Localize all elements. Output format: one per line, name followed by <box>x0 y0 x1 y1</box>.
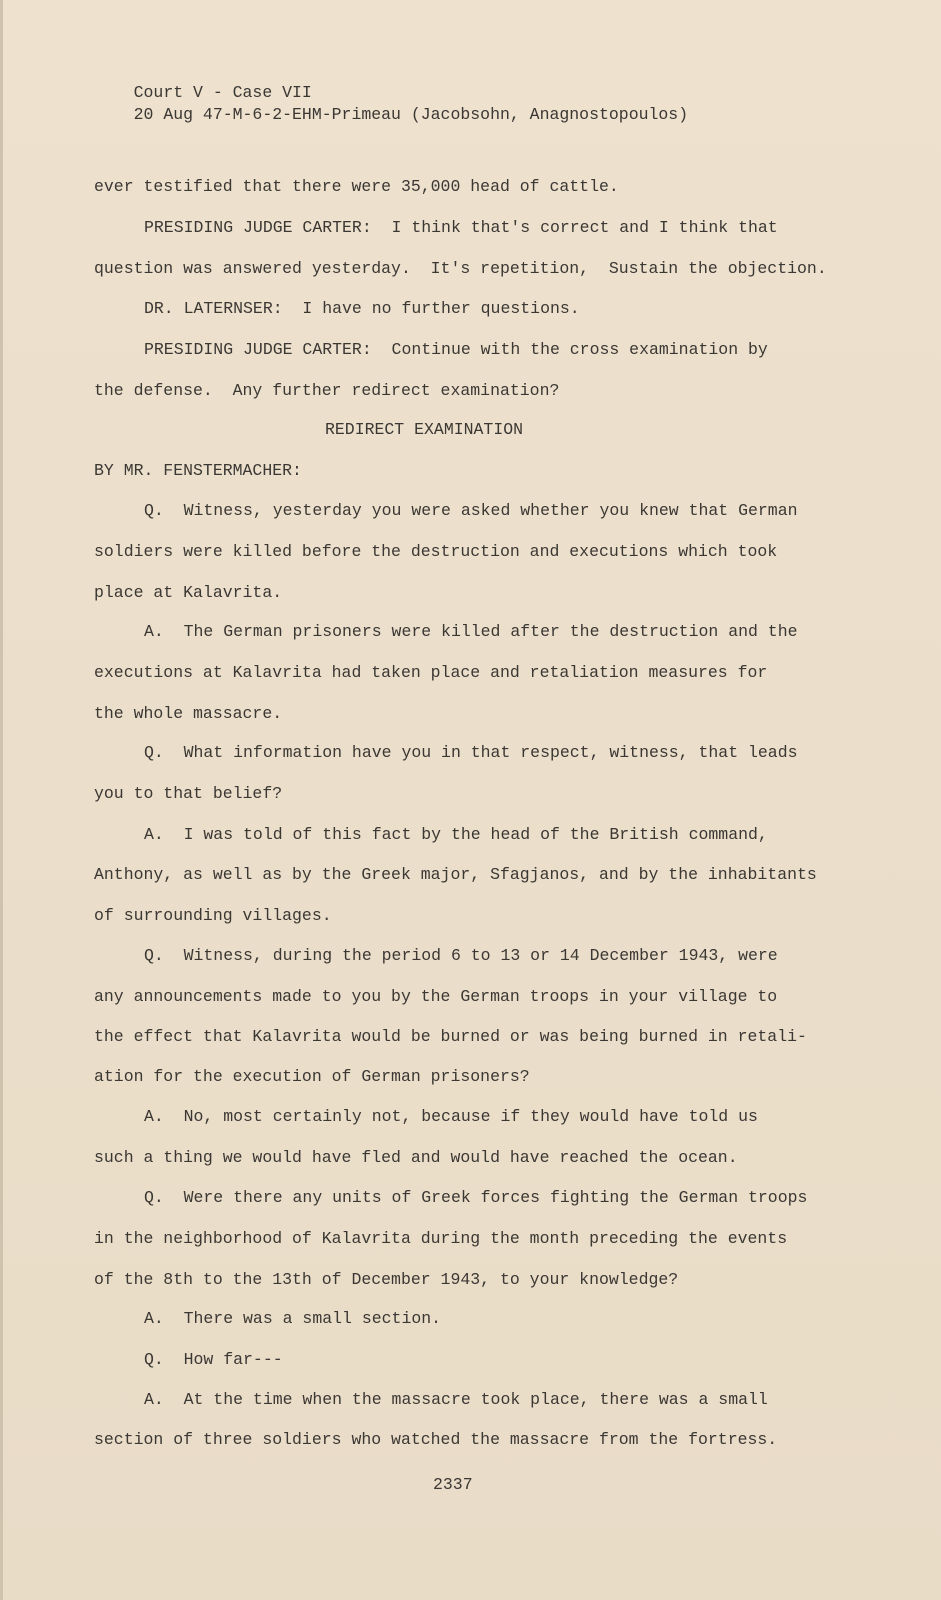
transcript-line: A. I was told of this fact by the head of the British command, <box>144 825 768 844</box>
transcript-line: the defense. Any further redirect examination? <box>94 381 560 400</box>
transcript-line: place at Kalavrita. <box>94 583 283 602</box>
transcript-line: A. The German prisoners were killed after the destruction and the <box>144 622 798 641</box>
transcript-line: any announcements made to you by the German troops in your village to <box>94 987 778 1006</box>
transcript-line: ever testified that there were 35,000 head of cattle. <box>94 177 619 196</box>
transcript-line: Q. What information have you in that respect, witness, that leads <box>144 743 798 762</box>
page-number: 2337 <box>433 1475 473 1494</box>
transcript-line: Q. How far--- <box>144 1350 283 1369</box>
transcript-line: executions at Kalavrita had taken place and retaliation measures for <box>94 663 768 682</box>
transcript-line: you to that belief? <box>94 784 283 803</box>
transcript-line: Q. Were there any units of Greek forces fighting the German troops <box>144 1188 808 1207</box>
transcript-line: Anthony, as well as by the Greek major, Sfagjanos, and by the inhabitants <box>94 865 817 884</box>
transcript-line: Q. Witness, during the period 6 to 13 or 14 December 1943, were <box>144 946 778 965</box>
transcript-line: PRESIDING JUDGE CARTER: I think that's correct and I think that <box>144 218 778 237</box>
examiner-line: BY MR. FENSTERMACHER: <box>94 461 302 480</box>
transcript-line: ation for the execution of German prisoners? <box>94 1067 530 1086</box>
section-heading: REDIRECT EXAMINATION <box>325 420 524 439</box>
transcript-line: A. No, most certainly not, because if they would have told us <box>144 1107 758 1126</box>
transcript-line: PRESIDING JUDGE CARTER: Continue with the cross examination by <box>144 340 768 359</box>
transcript-line: section of three soldiers who watched the massacre from the fortress. <box>94 1430 778 1449</box>
transcript-line: the whole massacre. <box>94 704 283 723</box>
transcript-line: of surrounding villages. <box>94 906 332 925</box>
transcript-line: A. At the time when the massacre took place, there was a small <box>144 1390 768 1409</box>
transcript-line: question was answered yesterday. It's repetition, Sustain the objection. <box>94 259 827 278</box>
case-header-court: Court V - Case VII <box>133 83 312 102</box>
transcript-line: soldiers were killed before the destruction and executions which took <box>94 542 778 561</box>
case-header <box>94 60 688 148</box>
transcript-line: such a thing we would have fled and would have reached the ocean. <box>94 1148 738 1167</box>
transcript-line: of the 8th to the 13th of December 1943, to your knowledge? <box>94 1270 679 1289</box>
transcript-line: the effect that Kalavrita would be burned or was being burned in retali- <box>94 1027 807 1046</box>
transcript-line: Q. Witness, yesterday you were asked whether you knew that German <box>144 501 798 520</box>
transcript-line: DR. LATERNSER: I have no further questions. <box>144 299 580 318</box>
transcript-line: A. There was a small section. <box>144 1309 442 1328</box>
case-header-session: 20 Aug 47-M-6-2-EHM-Primeau (Jacobsohn, Anagnostopoulos) <box>133 105 689 124</box>
transcript-line: in the neighborhood of Kalavrita during the month preceding the events <box>94 1229 788 1248</box>
